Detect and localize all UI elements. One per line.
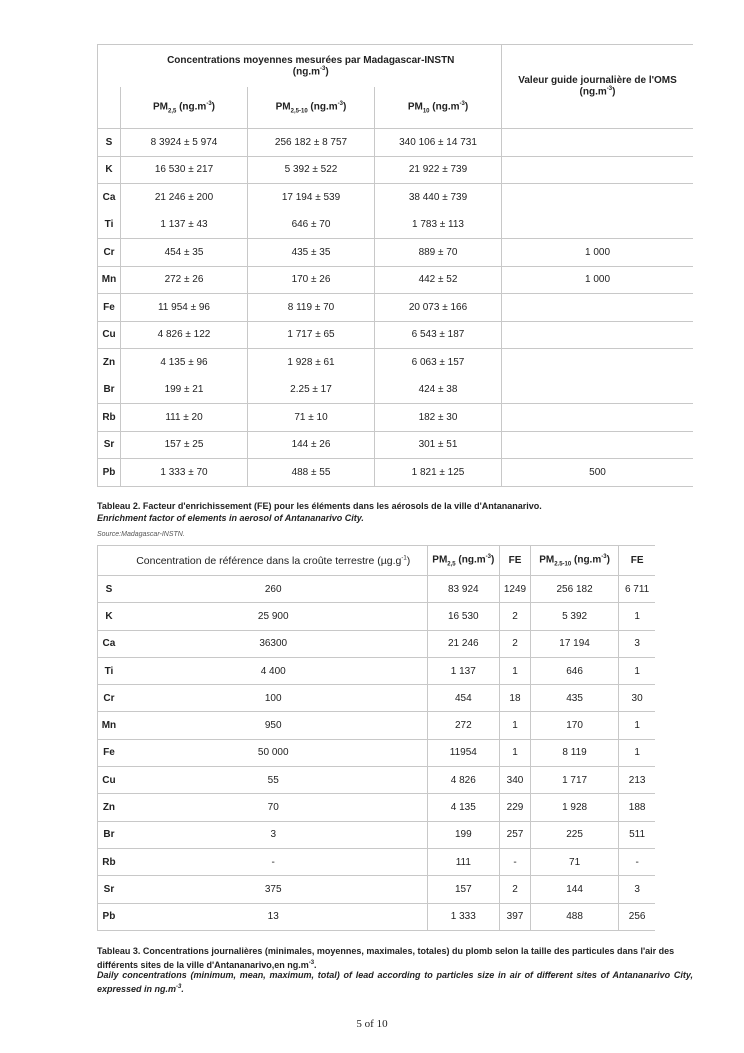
table1-cell-pm10: 182 ± 30 xyxy=(375,404,502,432)
table2-cell-pm25: 21 246 xyxy=(427,630,500,657)
table2-cell-pm25: 4 826 xyxy=(427,767,500,794)
table1-cell-oms xyxy=(502,376,694,404)
table2-row xyxy=(98,767,656,794)
table3-caption-en: Daily concentrations (minimum, mean, maximum, total) of lead according to particles size in air of different sites of Antananarivo City, expressed in $ng.m^{-3}$. xyxy=(97,970,693,994)
table1-row xyxy=(98,211,694,239)
table2-cell-pm25: 272 xyxy=(427,712,500,739)
table2-cell-pm2510: 646 xyxy=(530,657,618,684)
table1-cell-pm25: 199 ± 21 xyxy=(121,376,248,404)
table1-cell-pm25: 4 135 ± 96 xyxy=(121,349,248,377)
table1-cell-oms xyxy=(502,156,694,184)
table2-cell-fe1: 340 xyxy=(500,767,531,794)
table2-col-fe1: FE xyxy=(500,546,531,576)
table2-cell-pm25: 111 xyxy=(427,848,500,875)
table1-cell-pm25: 1 137 ± 43 xyxy=(121,211,248,239)
table2-cell-fe1: 1249 xyxy=(500,576,531,603)
table2-cell-fe1: 1 xyxy=(500,657,531,684)
table2-cell-fe1: 18 xyxy=(500,685,531,712)
table1-cell-oms xyxy=(502,184,694,212)
table1-cell-pm2510: 435 ± 35 xyxy=(248,239,375,267)
page-number: 5 of 10 xyxy=(356,1018,388,1030)
table1-cell-pm2510: 1 717 ± 65 xyxy=(248,321,375,349)
table-2-enrichment xyxy=(97,545,655,931)
table2-cell-pm2510: 8 119 xyxy=(530,739,618,766)
table1-cell-pm2510: 17 194 ± 539 xyxy=(248,184,375,212)
table2-cell-element: Pb xyxy=(98,903,120,930)
table2-col-pm25: $PM_{2,5}$ $(ng.m^{-3})$ xyxy=(427,546,500,576)
table1-row xyxy=(98,294,694,322)
table1-corner xyxy=(98,45,121,87)
table1-cell-pm25: 1 333 ± 70 xyxy=(121,459,248,487)
table2-cell-fe1: - xyxy=(500,848,531,875)
table1-row xyxy=(98,349,694,377)
table1-cell-element: Zn xyxy=(98,349,121,377)
table2-cell-pm2510: 5 392 xyxy=(530,603,618,630)
table2-cell-ref: 36300 xyxy=(120,630,427,657)
table2-cell-pm2510: 71 xyxy=(530,848,618,875)
table1-col-oms: Valeur guide journalière de l'OMS $(ng.m^{-3})$ xyxy=(502,87,694,129)
table1-row xyxy=(98,376,694,404)
table2-cell-element: Cu xyxy=(98,767,120,794)
table1-cell-pm2510: 256 182 ± 8 757 xyxy=(248,129,375,157)
table2-row xyxy=(98,603,656,630)
table1-cell-pm25: 21 246 ± 200 xyxy=(121,184,248,212)
table2-cell-fe1: 229 xyxy=(500,794,531,821)
table1-row xyxy=(98,459,694,487)
table2-row xyxy=(98,794,656,821)
table2-row xyxy=(98,739,656,766)
table1-cell-element: Fe xyxy=(98,294,121,322)
table1-col-pm2510: $PM_{2,5-10}$ $(ng.m^{-3})$ xyxy=(248,87,375,129)
table1-cell-element: Cr xyxy=(98,239,121,267)
table2-cell-element: Zn xyxy=(98,794,120,821)
table2-cell-fe1: 1 xyxy=(500,712,531,739)
table2-cell-element: Cr xyxy=(98,685,120,712)
table2-row xyxy=(98,685,656,712)
table2-cell-ref: 4 400 xyxy=(120,657,427,684)
table2-cell-fe2: 188 xyxy=(619,794,655,821)
table1-col-pm25: $PM_{2,5}$ $(ng.m^{-3})$ xyxy=(121,87,248,129)
table2-row xyxy=(98,903,656,930)
table2-cell-fe2: 213 xyxy=(619,767,655,794)
table1-cell-pm2510: 5 392 ± 522 xyxy=(248,156,375,184)
table1-cell-pm10: 889 ± 70 xyxy=(375,239,502,267)
table2-cell-fe1: 397 xyxy=(500,903,531,930)
table1-cell-pm25: 157 ± 25 xyxy=(121,431,248,459)
table3-caption-fr: Tableau 3. Concentrations journalières (minimales, moyennes, maximales, totales) du plomb selon la taille des particules dans l'air des différents sites de la ville d'Antananarivo,en $ng.m^{-3}$. xyxy=(97,946,675,970)
table1-cell-pm10: 6 543 ± 187 xyxy=(375,321,502,349)
table2-cell-ref: 260 xyxy=(120,576,427,603)
table2-row xyxy=(98,657,656,684)
table1-cell-pm10: 20 073 ± 166 xyxy=(375,294,502,322)
table2-cell-ref: 375 xyxy=(120,876,427,903)
table1-cell-element: K xyxy=(98,156,121,184)
table1-cell-oms: 1 000 xyxy=(502,239,694,267)
table2-cell-pm2510: 225 xyxy=(530,821,618,848)
table1-group-header: Concentrations moyennes mesurées par Madagascar-INSTN $(ng.m^{-3})$ xyxy=(121,45,502,87)
table2-cell-fe1: 2 xyxy=(500,630,531,657)
table1-element-header xyxy=(98,87,121,129)
table1-cell-element: Sr xyxy=(98,431,121,459)
table1-cell-pm2510: 2.25 ± 17 xyxy=(248,376,375,404)
table1-cell-pm10: 340 106 ± 14 731 xyxy=(375,129,502,157)
table1-cell-pm25: 11 954 ± 96 xyxy=(121,294,248,322)
table1-cell-pm10: 442 ± 52 xyxy=(375,266,502,294)
table2-cell-ref: 100 xyxy=(120,685,427,712)
table2-cell-fe2: 1 xyxy=(619,712,655,739)
table2-cell-ref: 70 xyxy=(120,794,427,821)
table2-col-ref: Concentration de référence dans la croûte terrestre $(\mu g.g^{-1})$ xyxy=(120,546,427,576)
table1-cell-oms: 500 xyxy=(502,459,694,487)
table2-cell-element: Ti xyxy=(98,657,120,684)
table2-cell-element: Ca xyxy=(98,630,120,657)
table1-cell-pm25: 16 530 ± 217 xyxy=(121,156,248,184)
table1-cell-oms xyxy=(502,404,694,432)
table2-col-fe2: FE xyxy=(619,546,655,576)
table2-cell-pm2510: 144 xyxy=(530,876,618,903)
table2-row xyxy=(98,576,656,603)
table2-cell-fe2: 1 xyxy=(619,657,655,684)
table2-row xyxy=(98,876,656,903)
table2-caption-en: Enrichment factor of elements in aerosol of Antananarivo City. xyxy=(97,513,364,523)
table-1-concentrations xyxy=(97,44,693,487)
table1-row xyxy=(98,431,694,459)
table1-row xyxy=(98,404,694,432)
table1-cell-element: Cu xyxy=(98,321,121,349)
table2-cell-element: Fe xyxy=(98,739,120,766)
table2-cell-fe2: 256 xyxy=(619,903,655,930)
table2-cell-pm2510: 17 194 xyxy=(530,630,618,657)
table2-corner xyxy=(98,546,120,576)
table2-cell-pm2510: 170 xyxy=(530,712,618,739)
table2-cell-pm2510: 256 182 xyxy=(530,576,618,603)
table1-cell-oms xyxy=(502,321,694,349)
table2-cell-pm25: 4 135 xyxy=(427,794,500,821)
table1-cell-pm2510: 170 ± 26 xyxy=(248,266,375,294)
table2-cell-fe2: - xyxy=(619,848,655,875)
table2-cell-pm25: 1 137 xyxy=(427,657,500,684)
table1-col-pm10: $PM_{10}$ $(ng.m^{-3})$ xyxy=(375,87,502,129)
table1-row xyxy=(98,266,694,294)
table1-row xyxy=(98,129,694,157)
table2-cell-fe1: 1 xyxy=(500,739,531,766)
table2-cell-pm2510: 435 xyxy=(530,685,618,712)
table2-row xyxy=(98,630,656,657)
table1-cell-pm10: 1 783 ± 113 xyxy=(375,211,502,239)
table2-cell-fe1: 2 xyxy=(500,876,531,903)
table1-cell-element: Ti xyxy=(98,211,121,239)
table1-cell-oms xyxy=(502,431,694,459)
table1-cell-pm2510: 646 ± 70 xyxy=(248,211,375,239)
table2-cell-ref: 13 xyxy=(120,903,427,930)
table2-cell-fe2: 6 711 xyxy=(619,576,655,603)
table1-cell-element: Mn xyxy=(98,266,121,294)
table1-row xyxy=(98,184,694,212)
table1-cell-pm25: 454 ± 35 xyxy=(121,239,248,267)
table1-cell-pm2510: 144 ± 26 xyxy=(248,431,375,459)
table1-cell-pm10: 301 ± 51 xyxy=(375,431,502,459)
table1-cell-oms xyxy=(502,129,694,157)
table2-cell-element: Sr xyxy=(98,876,120,903)
table1-cell-oms xyxy=(502,211,694,239)
table1-cell-element: Ca xyxy=(98,184,121,212)
table1-cell-pm2510: 1 928 ± 61 xyxy=(248,349,375,377)
table2-cell-element: Br xyxy=(98,821,120,848)
table1-cell-pm10: 424 ± 38 xyxy=(375,376,502,404)
table2-cell-fe2: 3 xyxy=(619,630,655,657)
table2-row xyxy=(98,821,656,848)
table2-cell-fe2: 1 xyxy=(619,603,655,630)
table1-cell-pm2510: 8 119 ± 70 xyxy=(248,294,375,322)
table2-source: Source:Madagascar-INSTN. xyxy=(97,531,185,538)
table2-cell-fe2: 1 xyxy=(619,739,655,766)
table2-cell-ref: - xyxy=(120,848,427,875)
table2-cell-element: S xyxy=(98,576,120,603)
table1-cell-pm25: 272 ± 26 xyxy=(121,266,248,294)
table2-cell-ref: 25 900 xyxy=(120,603,427,630)
table2-cell-pm25: 1 333 xyxy=(427,903,500,930)
table2-cell-ref: 3 xyxy=(120,821,427,848)
table2-cell-pm25: 199 xyxy=(427,821,500,848)
table2-cell-fe1: 257 xyxy=(500,821,531,848)
table2-cell-pm25: 16 530 xyxy=(427,603,500,630)
table1-row xyxy=(98,239,694,267)
table1-cell-pm10: 6 063 ± 157 xyxy=(375,349,502,377)
table2-cell-pm2510: 488 xyxy=(530,903,618,930)
table1-cell-pm25: 4 826 ± 122 xyxy=(121,321,248,349)
table2-cell-fe1: 2 xyxy=(500,603,531,630)
table1-cell-element: Br xyxy=(98,376,121,404)
table1-row xyxy=(98,321,694,349)
table1-cell-oms xyxy=(502,349,694,377)
table2-cell-element: Rb xyxy=(98,848,120,875)
table2-cell-pm25: 83 924 xyxy=(427,576,500,603)
table2-cell-element: K xyxy=(98,603,120,630)
table2-cell-pm25: 454 xyxy=(427,685,500,712)
table2-cell-fe2: 3 xyxy=(619,876,655,903)
table1-row xyxy=(98,156,694,184)
table1-cell-pm25: 8 3924 ± 5 974 xyxy=(121,129,248,157)
table2-cell-pm25: 157 xyxy=(427,876,500,903)
table1-cell-pm2510: 71 ± 10 xyxy=(248,404,375,432)
table1-cell-pm25: 111 ± 20 xyxy=(121,404,248,432)
table1-cell-oms xyxy=(502,294,694,322)
table2-cell-pm2510: 1 928 xyxy=(530,794,618,821)
table1-cell-pm10: 21 922 ± 739 xyxy=(375,156,502,184)
table2-row xyxy=(98,712,656,739)
table2-row xyxy=(98,848,656,875)
table2-cell-ref: 50 000 xyxy=(120,739,427,766)
table2-cell-pm25: 11954 xyxy=(427,739,500,766)
table1-cell-element: Rb xyxy=(98,404,121,432)
table1-cell-pm2510: 488 ± 55 xyxy=(248,459,375,487)
table2-cell-ref: 950 xyxy=(120,712,427,739)
table2-caption-fr: Tableau 2. Facteur d'enrichissement (FE) pour les éléments dans les aérosols de la ville d'Antananarivo. xyxy=(97,501,542,511)
table2-cell-fe2: 30 xyxy=(619,685,655,712)
table1-cell-oms: 1 000 xyxy=(502,266,694,294)
table1-cell-pm10: 1 821 ± 125 xyxy=(375,459,502,487)
table1-cell-pm10: 38 440 ± 739 xyxy=(375,184,502,212)
table2-cell-ref: 55 xyxy=(120,767,427,794)
table2-cell-pm2510: 1 717 xyxy=(530,767,618,794)
table2-col-pm2510: $PM_{2.5-10}$ $(ng.m^{-3})$ xyxy=(530,546,618,576)
table1-cell-element: Pb xyxy=(98,459,121,487)
table2-cell-element: Mn xyxy=(98,712,120,739)
table1-cell-element: S xyxy=(98,129,121,157)
table2-cell-fe2: 511 xyxy=(619,821,655,848)
